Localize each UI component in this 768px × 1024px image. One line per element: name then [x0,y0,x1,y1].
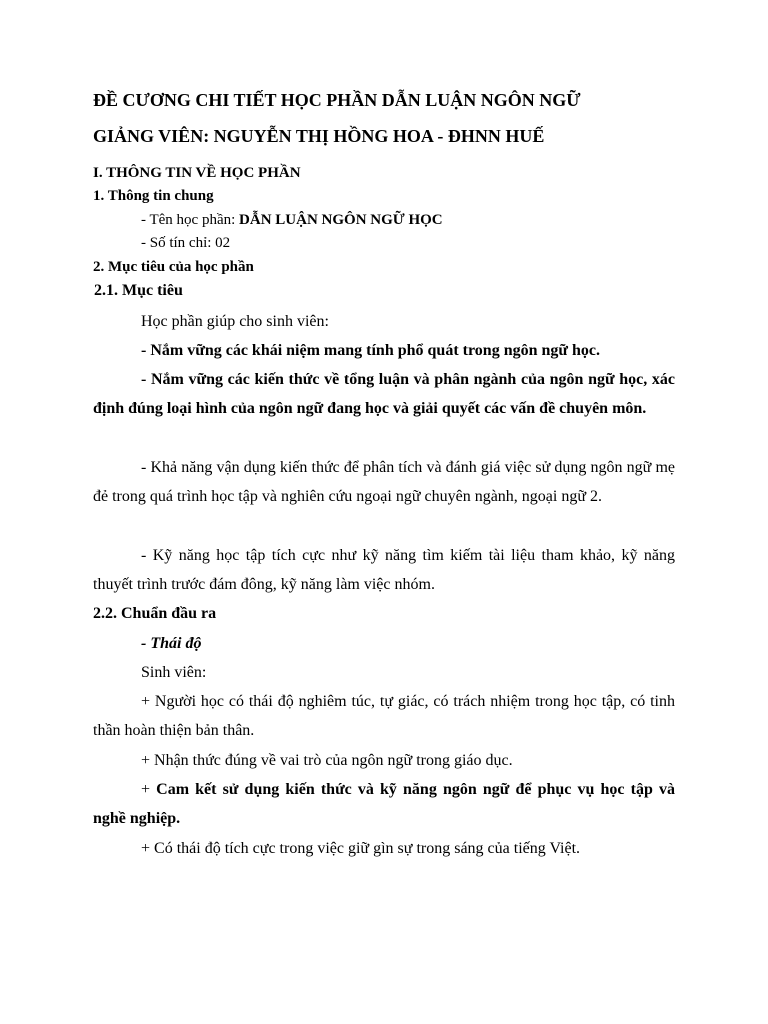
subsection-course-goals: 2. Mục tiêu của học phần [93,259,254,275]
document-title: ĐỀ CƯƠNG CHI TIẾT HỌC PHẦN DẪN LUẬN NGÔN NGỮ [93,90,581,110]
goals-heading: 2.1. Mục tiêu [94,282,183,299]
attitude-heading: - Thái độ [141,635,202,652]
course-name-value: DẪN LUẬN NGÔN NGỮ HỌC [239,212,443,228]
subsection-general-info: 1. Thông tin chung [93,188,214,204]
goal-item-1: - Nắm vững các khái niệm mang tính phổ quát trong ngôn ngữ học. [141,342,600,359]
goals-intro: Học phần giúp cho sinh viên: [141,313,329,330]
lecturer-line: GIẢNG VIÊN: NGUYỄN THỊ HỒNG HOA - ĐHNN HUẾ [93,126,545,146]
outcome-item-3-text: Cam kết sử dụng kiến thức và kỹ năng ngôn ngữ để phục vụ học tập và nghề nghiệp. [93,781,676,827]
outcomes-heading: 2.2. Chuẩn đầu ra [93,605,217,622]
goal-item-4: - Kỹ năng học tập tích cực như kỹ năng tìm kiếm tài liệu tham khảo, kỹ năng thuyết trình trước đám đông, kỹ năng làm việc nhóm. [93,547,675,593]
goal-item-2: - Nắm vững các kiến thức về tổng luận và phân ngành của ngôn ngữ học, xác định đúng loại hình của ngôn ngữ đang học và giải quyết các vấn đề chuyên môn. [93,371,675,417]
outcome-item-3-prefix: + [141,781,157,798]
students-label: Sinh viên: [141,664,207,681]
outcome-item-3 [93,775,675,833]
course-name-line [141,210,443,230]
goal-item-3: - Khả năng vận dụng kiến thức để phân tích và đánh giá việc sử dụng ngôn ngữ mẹ đẻ trong quá trình học tập và nghiên cứu ngoại ngữ chuyên ngành, ngoại ngữ 2. [93,459,675,505]
outcome-item-4: + Có thái độ tích cực trong việc giữ gìn sự trong sáng của tiếng Việt. [141,840,581,857]
outcome-item-2: + Nhận thức đúng về vai trò của ngôn ngữ trong giáo dục. [141,752,513,769]
course-name-label: - Tên học phần: [141,212,240,228]
outcome-item-1: + Người học có thái độ nghiêm túc, tự giác, có trách nhiệm trong học tập, có tinh thần hoàn thiện bản thân. [93,693,675,739]
credits-line: - Số tín chỉ: 02 [141,235,231,251]
section-heading-course-info: I. THÔNG TIN VỀ HỌC PHẦN [93,165,301,181]
